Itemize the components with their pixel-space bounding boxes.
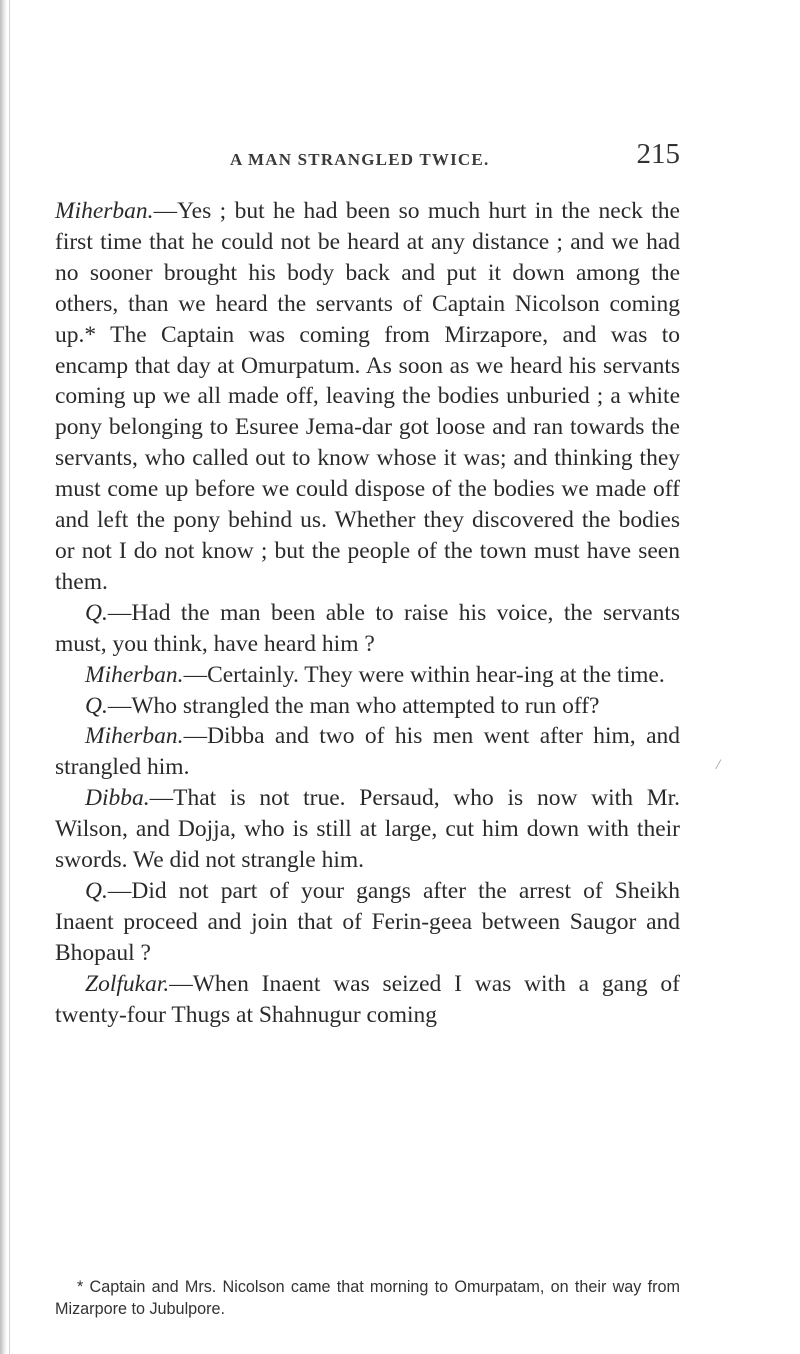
dialogue-paragraph: [55, 721, 680, 783]
speaker-name: Miherban.: [85, 661, 184, 688]
speaker-name: Q.: [85, 599, 108, 626]
page-edge-shadow: [0, 0, 7, 1354]
speaker-name: Zolfukar.: [85, 970, 170, 997]
dialogue-text: —Dibba and two of his men went after him, and strangled him.: [55, 723, 680, 781]
dialogue-paragraph: [55, 969, 680, 1031]
speaker-name: Q.: [85, 692, 108, 719]
dialogue-paragraph: [55, 660, 680, 691]
page-edge-line: [9, 0, 10, 1354]
speaker-name: Miherban.: [55, 198, 154, 224]
dialogue-paragraph: [55, 196, 680, 598]
dialogue-text: —When Inaent was seized I was with a gang of twenty-four Thugs at Shahnugur coming: [55, 970, 680, 1028]
dialogue-text: —Yes ; but he had been so much hurt in the neck the first time that he could not be heard at any distance ; and we had no sooner brought his body back and put it down among the others, than we heard the servants of Captain Nicolson coming up.* The Captain was coming from Mirzapore, and was to encamp that day at Omurpatum. As soon as we heard his servants coming up we all made off, leaving the bodies unburied ; a white pony belonging to Esuree Jema-dar got loose and ran towards the servants, who called out to know whose it was; and thinking they must come up before we could dispose of the bodies we made off and left the pony behind us. Whether they discovered the bodies or not I do not know ; but the people of the town must have seen them.: [55, 198, 680, 595]
speaker-name: Dibba.: [85, 785, 150, 812]
footnote: * Captain and Mrs. Nicolson came that morning to Omurpatam, on their way from Mizarpore to Jubulpore.: [55, 1278, 680, 1318]
body-text: [55, 196, 680, 1030]
speaker-name: Miherban.: [85, 723, 184, 750]
dialogue-paragraph: [55, 691, 680, 722]
margin-mark: /: [716, 757, 721, 773]
page-header: [230, 138, 680, 178]
dialogue-text: —Certainly. They were within hear-ing at the time.: [183, 661, 665, 688]
dialogue-text: —Had the man been able to raise his voice, the servants must, you think, have heard him ?: [55, 599, 680, 657]
dialogue-paragraph: [55, 783, 680, 876]
running-head: A MAN STRANGLED TWICE.: [230, 150, 490, 169]
dialogue-text: —Did not part of your gangs after the arrest of Sheikh Inaent proceed and join that of Ferin-geea between Saugor and Bhopaul ?: [55, 877, 680, 966]
dialogue-paragraph: [55, 598, 680, 660]
page-number: 215: [636, 138, 680, 170]
dialogue-text: —That is not true. Persaud, who is now with Mr. Wilson, and Dojja, who is still at large, cut him down with their swords. We did not strangle him.: [55, 785, 680, 874]
speaker-name: Q.: [85, 877, 108, 904]
dialogue-paragraph: [55, 876, 680, 969]
dialogue-text: —Who strangled the man who attempted to run off?: [107, 692, 600, 719]
